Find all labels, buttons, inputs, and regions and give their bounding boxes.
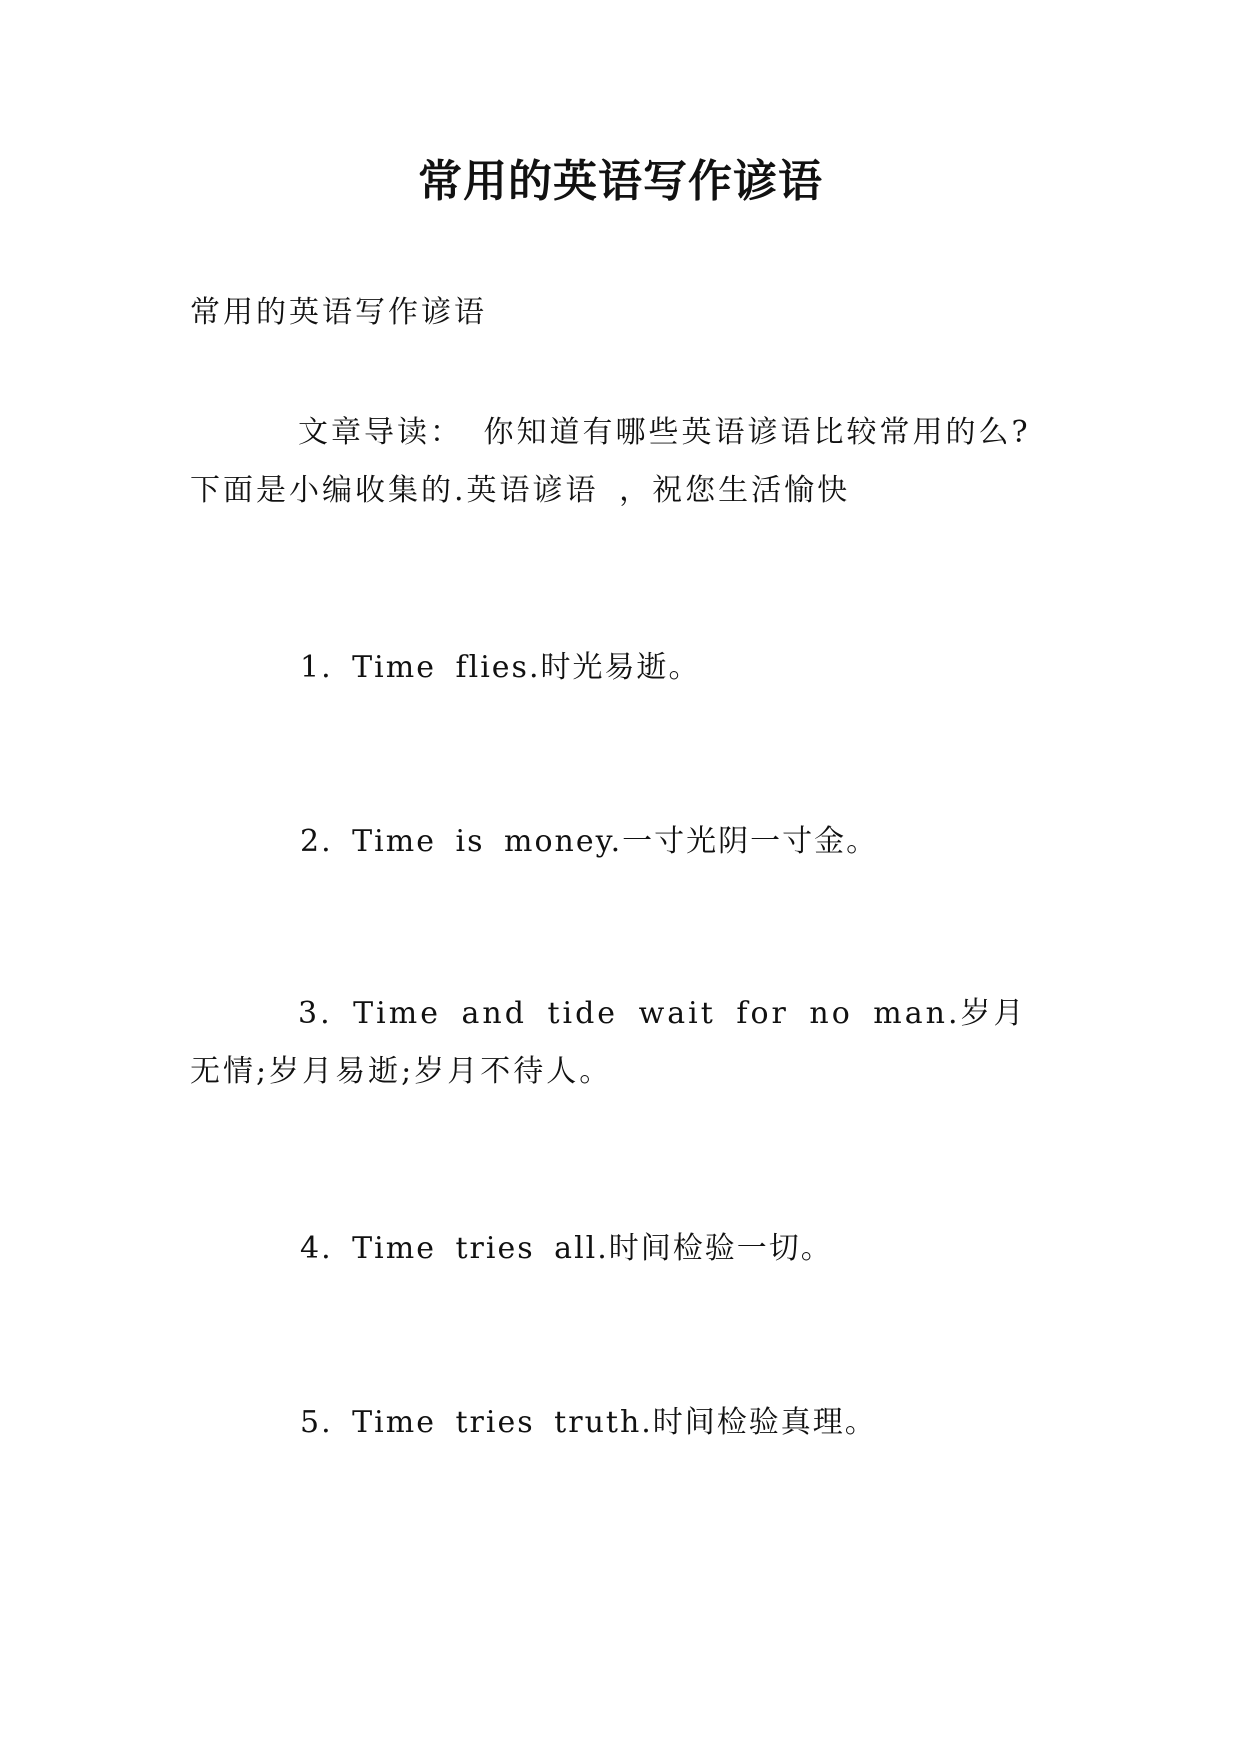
proverb-item-1: 1. Time flies.时光易逝。: [300, 650, 701, 685]
proverb-item-2: 2. Time is money.一寸光阴一寸金。: [300, 824, 879, 859]
proverb-item-5: 5. Time tries truth.时间检验真理。: [300, 1405, 877, 1440]
proverb-item-4: 4. Time tries all.时间检验一切。: [300, 1231, 833, 1266]
intro-paragraph: 文章导读： 你知道有哪些英语谚语比较常用的么?下面是小编收集的.英语谚语 ，祝您生活愉快: [190, 415, 1031, 508]
document-title: 常用的英语写作谚语: [418, 156, 823, 207]
proverb-item-3: 3. Time and tide wait for no man.岁月无情;岁月易逝;岁月不待人。: [190, 996, 1027, 1089]
document-subtitle: 常用的英语写作谚语: [190, 295, 487, 330]
